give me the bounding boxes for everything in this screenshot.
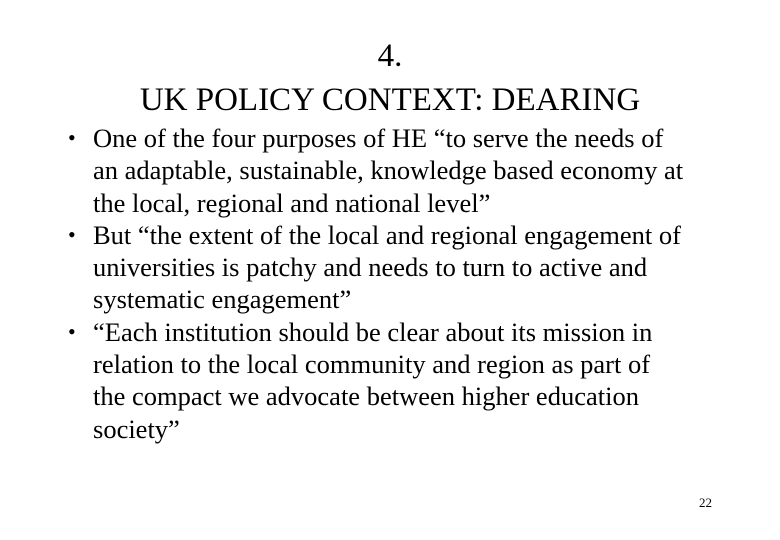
section-number: 4. <box>377 38 403 74</box>
bullet-list <box>68 122 748 445</box>
bullet-text-line: an adaptable, sustainable, knowledge based economy at <box>93 155 684 186</box>
bullet-item <box>68 316 748 445</box>
slide-title <box>0 34 780 122</box>
bullet-item <box>68 219 748 316</box>
bullet-icon: • <box>68 125 76 150</box>
bullet-item <box>68 122 748 219</box>
bullet-text-line: universities is patchy and needs to turn to active and <box>93 252 648 283</box>
bullet-text-line: systematic engagement” <box>93 284 352 315</box>
page-number: 22 <box>699 495 712 510</box>
title-heading: UK POLICY CONTEXT: DEARING <box>139 82 641 118</box>
bullet-icon: • <box>68 318 76 344</box>
bullet-text-line: One of the four purposes of HE “to serve the needs of <box>93 123 664 153</box>
bullet-icon: • <box>68 221 76 247</box>
bullet-text-line: relation to the local community and region as part of <box>93 349 651 380</box>
bullet-text-line: the compact we advocate between higher education <box>93 381 639 412</box>
bullet-text-line: But “the extent of the local and regional engagement of <box>93 219 681 250</box>
bullet-text-line: “Each institution should be clear about its mission in <box>93 316 653 347</box>
bullet-text-line: the local, regional and national level” <box>93 187 491 218</box>
bullet-text-line: society” <box>93 413 180 444</box>
